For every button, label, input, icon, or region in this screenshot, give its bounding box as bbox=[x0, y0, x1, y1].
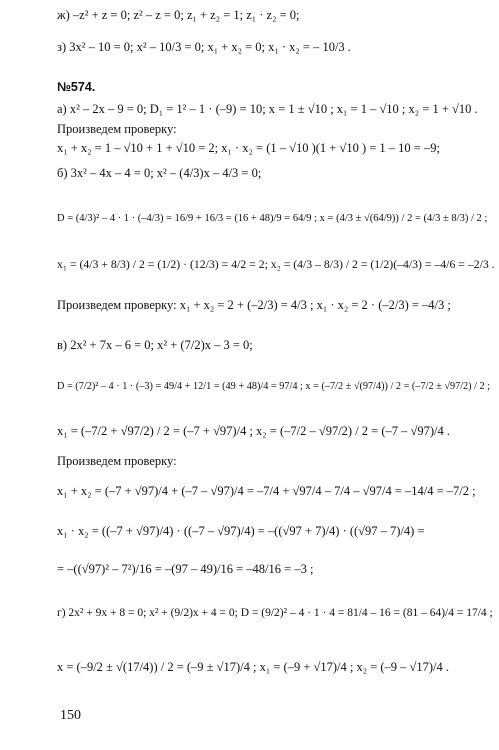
problem-number: №574. bbox=[57, 80, 96, 94]
line-v: в) 2x² + 7x – 6 = 0; x² + (7/2)x – 3 = 0; bbox=[57, 338, 253, 352]
line-b-discriminant: D = (4/3)² – 4 · 1 · (–4/3) = 16/9 + 16/3 = (16 + 48)/9 = 64/9 ; x = (4/3 ± √(64/9)) / 2 = (4/3 ± 8/3) / 2 ; bbox=[57, 213, 488, 224]
line-v-sum: x₁ + x₂ = (–7 + √97)/4 + (–7 – √97)/4 = –7/4 + √97/4 – 7/4 – √97/4 = –14/4 = –7/2 ; bbox=[57, 484, 476, 498]
line-v-product: x₁ · x₂ = ((–7 + √97)/4) · ((–7 – √97)/4) = –((√97 + 7)/4) · ((√97 – 7)/4) = bbox=[57, 524, 425, 538]
line-z: з) 3x² – 10 = 0; x² – 10/3 = 0; x₁ + x₂ = 0; x₁ · x₂ = – 10/3 . bbox=[57, 40, 351, 54]
check-heading-a: Произведем проверку: bbox=[57, 122, 177, 136]
line-g: г) 2x² + 9x + 8 = 0; x² + (9/2)x + 4 = 0; D = (9/2)² – 4 · 1 · 4 = 81/4 – 16 = (81 – 64)/4 = 17/4 ; bbox=[57, 607, 493, 619]
line-b-roots: x₁ = (4/3 + 8/3) / 2 = (1/2) · (12/3) = 4/2 = 2; x₂ = (4/3 – 8/3) / 2 = (1/2)(–4/3) = –4/6 = –2/3 . bbox=[57, 258, 495, 271]
line-zh: ж) –z² + z = 0; z² – z = 0; z₁ + z₂ = 1; z₁ · z₂ = 0; bbox=[57, 8, 300, 22]
line-v-roots: x₁ = (–7/2 + √97/2) / 2 = (–7 + √97)/4 ; x₂ = (–7/2 – √97/2) / 2 = (–7 – √97)/4 . bbox=[57, 424, 451, 438]
line-a: а) x² – 2x – 9 = 0; D₁ = 1² – 1 · (–9) = 10; x = 1 ± √10 ; x₁ = 1 – √10 ; x₂ = 1 + √10 . bbox=[57, 102, 478, 116]
line-b: б) 3x² – 4x – 4 = 0; x² – (4/3)x – 4/3 = 0; bbox=[57, 166, 262, 180]
line-g-roots: x = (–9/2 ± √(17/4)) / 2 = (–9 ± √17)/4 ; x₁ = (–9 + √17)/4 ; x₂ = (–9 – √17)/4 . bbox=[57, 660, 450, 674]
page-number: 150 bbox=[60, 708, 81, 723]
line-v-discriminant: D = (7/2)² – 4 · 1 · (–3) = 49/4 + 12/1 = (49 + 48)/4 = 97/4 ; x = (–7/2 ± √(97/4)) / 2 = (–7/2 ± √97/2) / 2 ; bbox=[57, 381, 491, 392]
check-heading-v: Произведем проверку: bbox=[57, 454, 177, 468]
line-v-product-result: = –((√97)² – 7²)/16 = –(97 – 49)/16 = –48/16 = –3 ; bbox=[57, 562, 314, 576]
line-a-check: x₁ + x₂ = 1 – √10 + 1 + √10 = 2; x₁ · x₂ = (1 – √10 )(1 + √10 ) = 1 – 10 = –9; bbox=[57, 141, 440, 155]
line-b-check: Произведем проверку: x₁ + x₂ = 2 + (–2/3) = 4/3 ; x₁ · x₂ = 2 · (–2/3) = –4/3 ; bbox=[57, 298, 451, 312]
